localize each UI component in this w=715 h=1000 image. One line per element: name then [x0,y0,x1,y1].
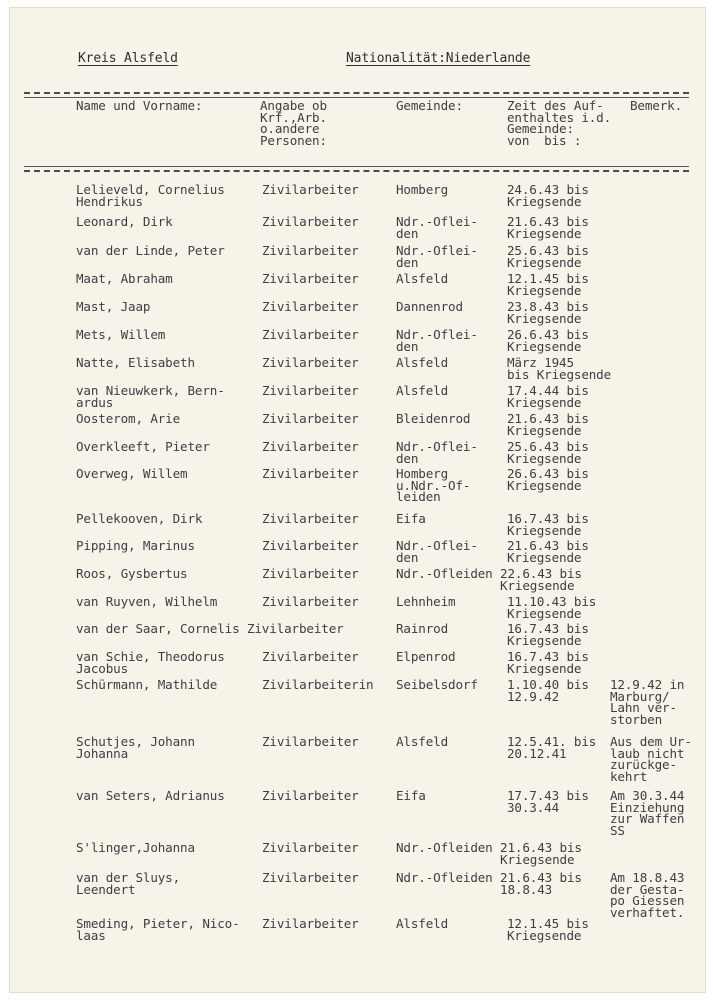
row-19-gemeinde: Alsfeld [396,734,449,749]
row-1-gemeinde: Homberg [396,182,449,197]
row-18-bemerk: 12.9.42 in Marburg/ Lahn ver- storben [610,677,685,727]
col-header-bemerk: Bemerk. [630,98,683,113]
row-10-angabe: Zivilarbeiter [262,439,359,454]
row-12-angabe: Zivilarbeiter [262,511,359,526]
row-18-gemeinde: Seibelsdorf [396,677,478,692]
row-2-name: Leonard, Dirk [76,214,173,229]
row-3-zeit: 25.6.43 bis Kriegsende [507,243,589,270]
row-14-gemeinde: Ndr.-Ofleiden 22.6.43 bis Kriegsende [396,566,582,593]
row-11-name: Overweg, Willem [76,466,188,481]
row-13-angabe: Zivilarbeiter [262,538,359,553]
row-15-name: van Ruyven, Wilhelm [76,594,218,609]
col-header-angabe: Angabe ob Krf.,Arb. o.andere Personen: [260,98,327,148]
header-rule-bottom-2 [24,170,689,172]
header-rule-bottom [24,166,689,167]
row-9-name: Oosterom, Arie [76,411,181,426]
row-15-zeit: 11.10.43 bis Kriegsende [507,594,597,621]
row-8-gemeinde: Alsfeld [396,383,449,398]
row-7-gemeinde: Alsfeld [396,355,449,370]
row-12-gemeinde: Eifa [396,511,426,526]
row-22-bemerk: Am 18.8.43 der Gesta- po Giessen verhaftet. [610,870,685,920]
row-7-name: Natte, Elisabeth [76,355,195,370]
row-18-name: Schürmann, Mathilde [76,677,218,692]
row-16-zeit: 16.7.43 bis Kriegsende [507,621,589,648]
row-22-name: van der Sluys, Leendert [76,870,181,897]
row-23-angabe: Zivilarbeiter [262,916,359,931]
row-9-gemeinde: Bleidenrod [396,411,471,426]
row-18-zeit: 1.10.40 bis 12.9.42 [507,677,589,704]
row-5-name: Mast, Jaap [76,299,151,314]
row-2-gemeinde: Ndr.-Oflei- den [396,214,478,241]
row-20-angabe: Zivilarbeiter [262,788,359,803]
row-19-name: Schutjes, Johann Johanna [76,734,195,761]
row-13-name: Pipping, Marinus [76,538,195,553]
row-19-angabe: Zivilarbeiter [262,734,359,749]
row-22-gemeinde: Ndr.-Ofleiden 21.6.43 bis 18.8.43 [396,870,582,897]
row-21-gemeinde: Ndr.-Ofleiden 21.6.43 bis Kriegsende [396,840,582,867]
row-8-zeit: 17.4.44 bis Kriegsende [507,383,589,410]
nationality-text: Nationalität:Niederlande [346,51,531,66]
row-11-zeit: 26.6.43 bis Kriegsende [507,466,589,493]
row-1-zeit: 24.6.43 bis Kriegsende [507,182,589,209]
row-15-gemeinde: Lehnheim [396,594,456,609]
header-rule-top [24,92,689,94]
row-22-angabe: Zivilarbeiter [262,870,359,885]
row-21-angabe: Zivilarbeiter [262,840,359,855]
row-9-angabe: Zivilarbeiter [262,411,359,426]
row-3-name: van der Linde, Peter [76,243,225,258]
row-1-name: Lelieveld, Cornelius Hendrikus [76,182,225,209]
row-12-name: Pellekooven, Dirk [76,511,203,526]
row-6-gemeinde: Ndr.-Oflei- den [396,327,478,354]
row-17-name: van Schie, Theodorus Jacobus [76,649,225,676]
row-5-gemeinde: Dannenrod [396,299,463,314]
row-6-angabe: Zivilarbeiter [262,327,359,342]
row-23-zeit: 12.1.45 bis Kriegsende [507,916,589,943]
col-header-zeit: Zeit des Auf- enthaltes i.d. Gemeinde: von bis : [507,98,612,148]
row-12-zeit: 16.7.43 bis Kriegsende [507,511,589,538]
row-15-angabe: Zivilarbeiter [262,594,359,609]
nationality-label [346,53,530,65]
row-23-gemeinde: Alsfeld [396,916,449,931]
row-14-angabe: Zivilarbeiter [262,566,359,581]
row-2-angabe: Zivilarbeiter [262,214,359,229]
row-23-name: Smeding, Pieter, Nico- laas [76,916,240,943]
row-19-bemerk: Aus dem Ur- laub nicht zurückge- kehrt [610,734,692,784]
row-4-name: Maat, Abraham [76,271,173,286]
row-18-angabe: Zivilarbeiterin [262,677,374,692]
row-19-zeit: 12.5.41. bis 20.12.41 [507,734,597,761]
row-6-name: Mets, Willem [76,327,166,342]
row-20-name: van Seters, Adrianus [76,788,225,803]
col-header-name: Name und Vorname: [76,98,203,113]
row-20-zeit: 17.7.43 bis 30.3.44 [507,788,589,815]
row-17-angabe: Zivilarbeiter [262,649,359,664]
row-3-gemeinde: Ndr.-Oflei- den [396,243,478,270]
row-7-zeit: März 1945 bis Kriegsende [507,355,612,382]
row-10-name: Overkleeft, Pieter [76,439,210,454]
row-17-zeit: 16.7.43 bis Kriegsende [507,649,589,676]
row-8-angabe: Zivilarbeiter [262,383,359,398]
row-20-bemerk: Am 30.3.44 Einziehung zur Waffen SS [610,788,685,838]
row-20-gemeinde: Eifa [396,788,426,803]
row-4-gemeinde: Alsfeld [396,271,449,286]
row-4-angabe: Zivilarbeiter [262,271,359,286]
row-21-name: S'linger,Johanna [76,840,195,855]
row-5-angabe: Zivilarbeiter [262,299,359,314]
row-5-zeit: 23.8.43 bis Kriegsende [507,299,589,326]
document-page [10,8,705,992]
row-2-zeit: 21.6.43 bis Kriegsende [507,214,589,241]
col-header-gemeinde: Gemeinde: [396,98,463,113]
row-6-zeit: 26.6.43 bis Kriegsende [507,327,589,354]
row-3-angabe: Zivilarbeiter [262,243,359,258]
row-1-angabe: Zivilarbeiter [262,182,359,197]
row-13-zeit: 21.6.43 bis Kriegsende [507,538,589,565]
row-11-gemeinde: Homberg u.Ndr.-Of- leiden [396,466,471,505]
row-7-angabe: Zivilarbeiter [262,355,359,370]
district-label: Kreis Alsfeld [78,51,178,66]
row-17-gemeinde: Elpenrod [396,649,456,664]
row-4-zeit: 12.1.45 bis Kriegsende [507,271,589,298]
row-14-name: Roos, Gysbertus [76,566,188,581]
row-13-gemeinde: Ndr.-Oflei- den [396,538,478,565]
row-8-name: van Nieuwkerk, Bern- ardus [76,383,225,410]
row-16-name: van der Saar, Cornelis Zivilarbeiter [76,621,344,636]
row-10-zeit: 25.6.43 bis Kriegsende [507,439,589,466]
row-11-angabe: Zivilarbeiter [262,466,359,481]
row-10-gemeinde: Ndr.-Oflei- den [396,439,478,466]
row-16-gemeinde: Rainrod [396,621,449,636]
row-9-zeit: 21.6.43 bis Kriegsende [507,411,589,438]
